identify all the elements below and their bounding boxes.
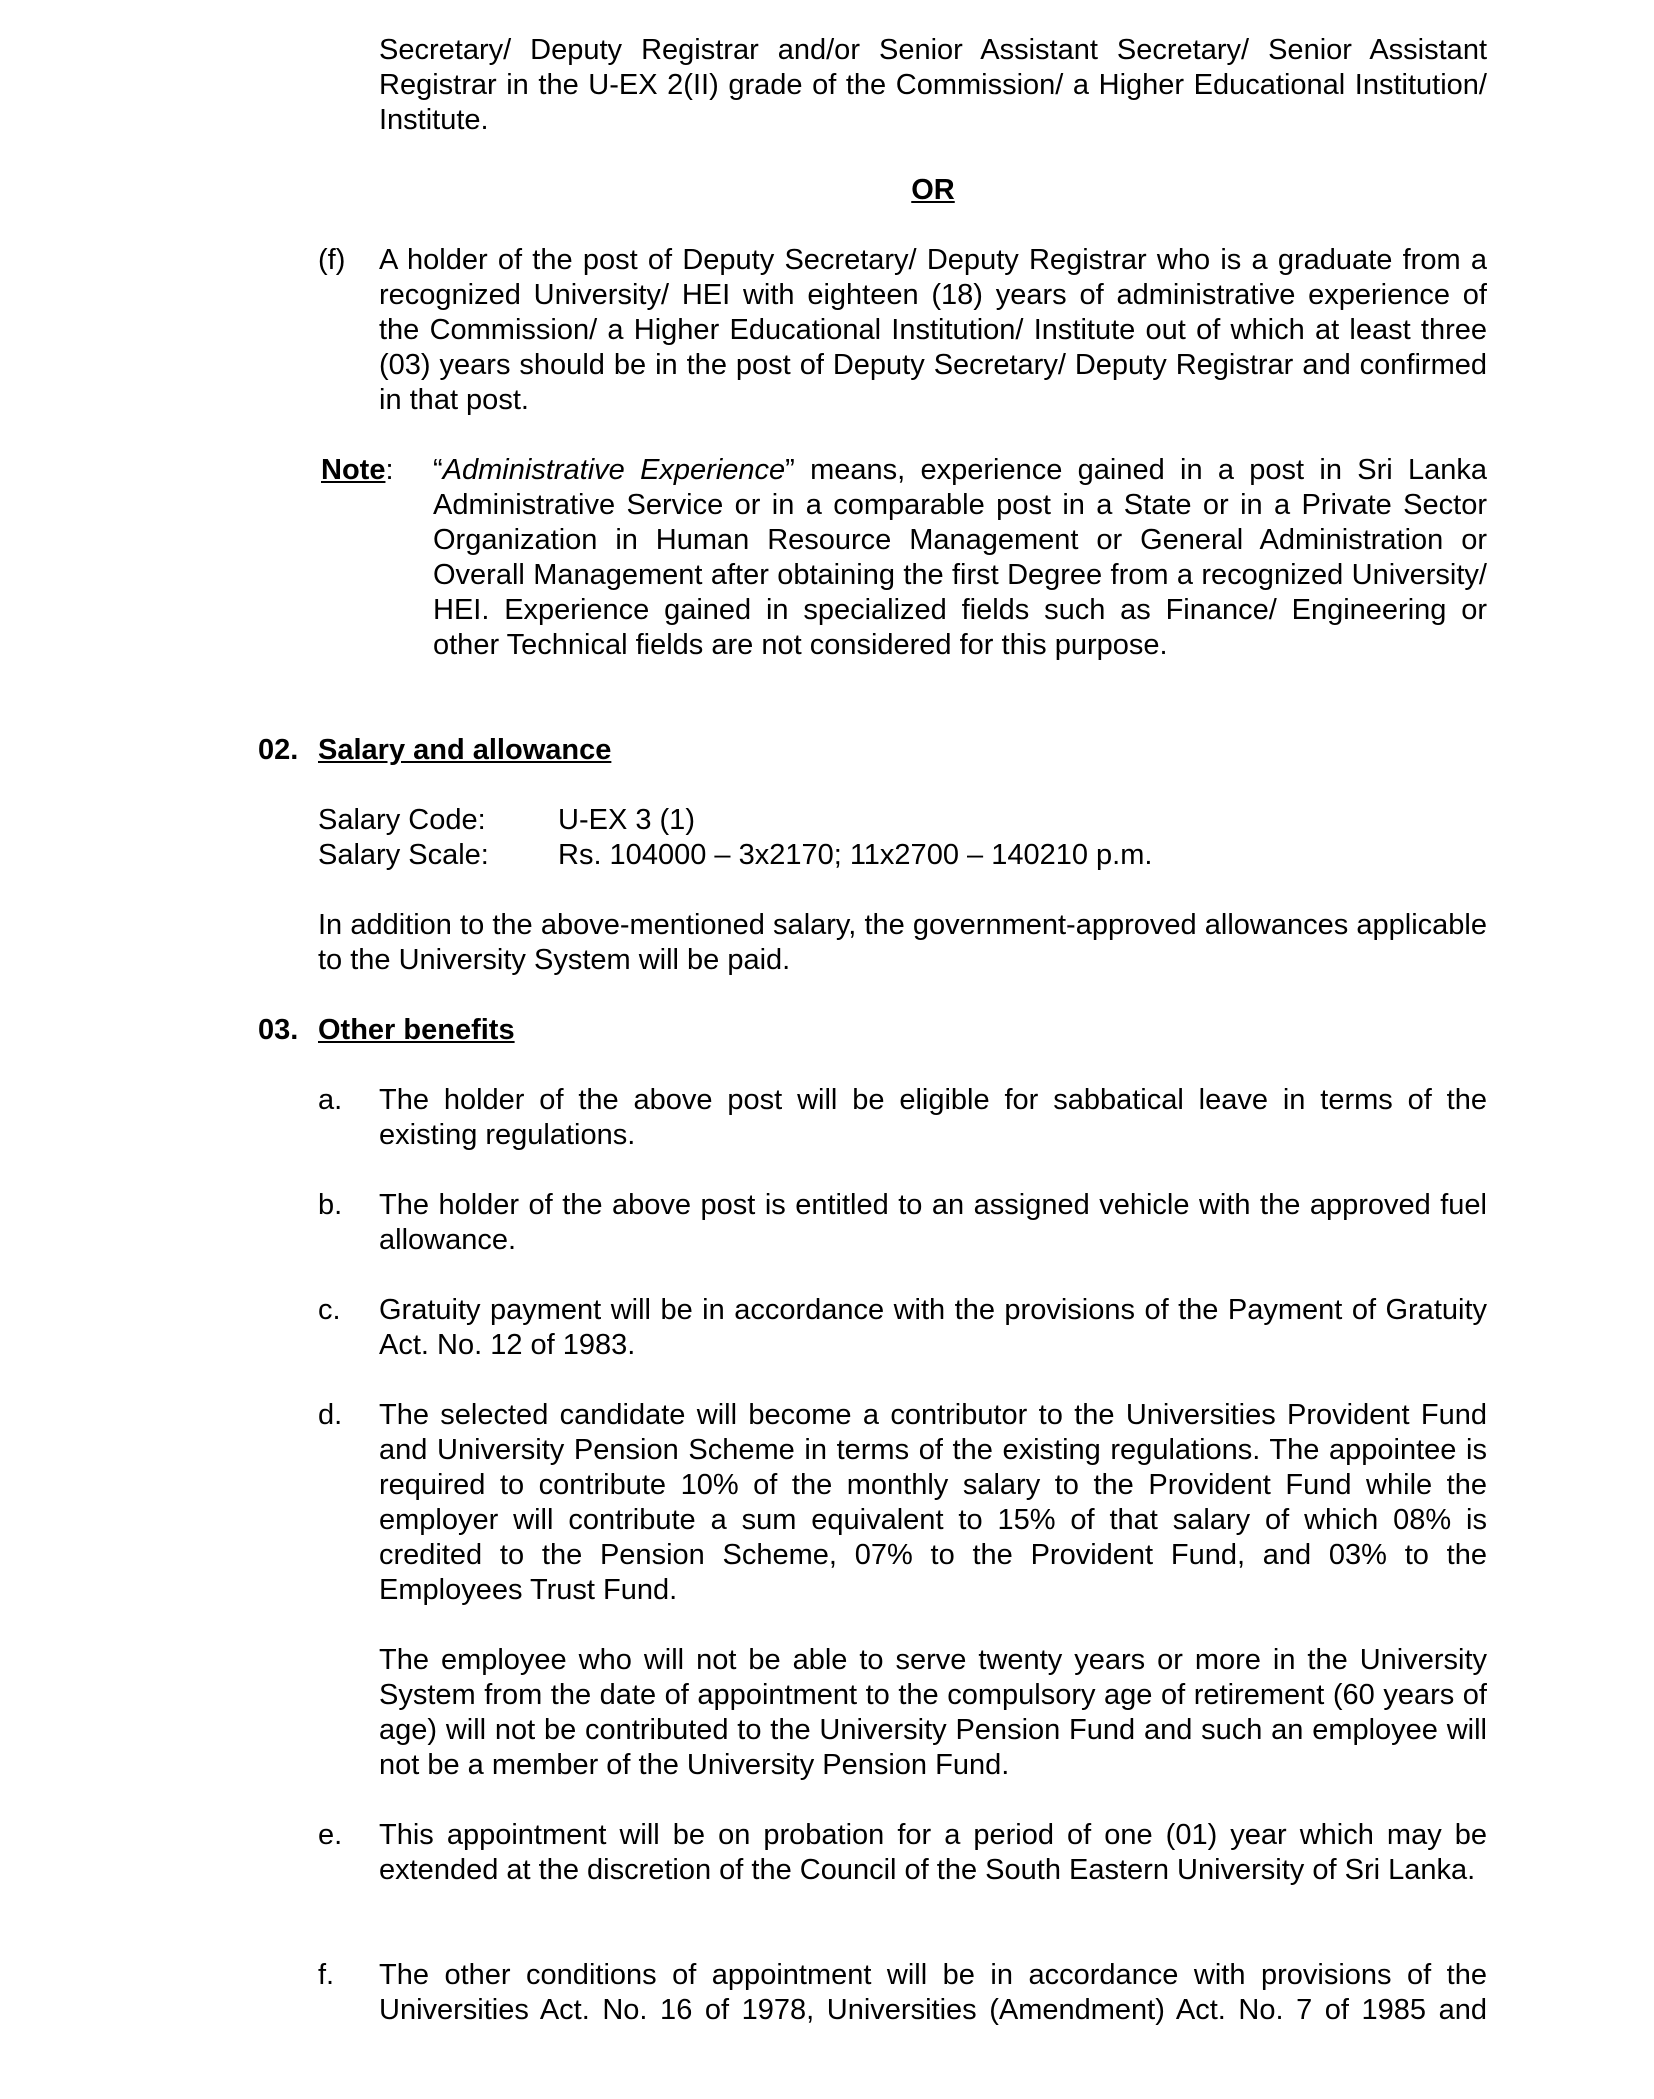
benefit-c-marker: c. — [318, 1294, 341, 1326]
salary-paragraph: In addition to the above-mentioned salary, the government-approved allowances applicable to the University System will be paid. — [318, 909, 1487, 976]
section-2-number: 02. — [258, 734, 299, 766]
benefit-a-marker: a. — [318, 1084, 343, 1116]
clause-f-text: A holder of the post of Deputy Secretary/ Deputy Registrar who is a graduate from a recognized University/ HEI with eighteen (18) years of administrative experience of the Commission/ a Higher Educational Institution/ Institute out of which at least three (03) years should be in the post of Deputy Secretary/ Deputy Registrar and confirmed in that post. — [379, 244, 1487, 416]
clause-f-marker: (f) — [318, 244, 346, 276]
benefit-d-text-2: The employee who will not be able to serve twenty years or more in the University System from the date of appointment to the compulsory age of retirement (60 years of age) will not be contributed to the University Pension Fund and such an employee will not be a member of the University Pension Fund. — [379, 1644, 1487, 1781]
note-colon: : — [385, 454, 394, 486]
benefit-b-text: The holder of the above post is entitled to an assigned vehicle with the approved fuel allowance. — [379, 1189, 1487, 1256]
benefit-c-text: Gratuity payment will be in accordance with the provisions of the Payment of Gratuity Act. No. 12 of 1983. — [379, 1294, 1487, 1361]
section-3-number: 03. — [258, 1014, 299, 1046]
benefit-f-text: The other conditions of appointment will be in accordance with provisions of the Universities Act. No. 16 of 1978, Universities (Amendment) Act. No. 7 of 1985 and — [379, 1959, 1487, 2026]
note-label: Note — [321, 454, 386, 486]
benefit-f-marker: f. — [318, 1959, 335, 1991]
benefit-a-text: The holder of the above post will be eligible for sabbatical leave in terms of the existing regulations. — [379, 1084, 1487, 1151]
salary-code-label: Salary Code: — [318, 804, 486, 836]
or-separator: OR — [911, 174, 955, 206]
salary-scale-value: Rs. 104000 – 3x2170; 11x2700 – 140210 p.m. — [558, 839, 1153, 871]
note-rest: ” means, experience gained in a post in Sri Lanka Administrative Service or in a comparable post in a State or in a Private Sector Organization in Human Resource Management or General Administration or Overall Management after obtaining the first Degree from a recognized University/ HEI. Experience gained in specialized fields such as Finance/ Engineering or other Technical fields are not considered for this purpose. — [433, 454, 1487, 661]
note-text — [433, 453, 1487, 663]
note-open-quote: “ — [433, 454, 443, 486]
intro-paragraph: Secretary/ Deputy Registrar and/or Senior Assistant Secretary/ Senior Assistant Registrar in the U-EX 2(II) grade of the Commission/ a Higher Educational Institution/ Institute. — [379, 34, 1487, 136]
section-2-heading: Salary and allowance — [318, 734, 612, 766]
note-label-group — [321, 453, 394, 488]
benefit-d-text: The selected candidate will become a contributor to the Universities Provident Fund and University Pension Scheme in terms of the existing regulations. The appointee is required to contribute 10% of the monthly salary to the Provident Fund while the employer will contribute a sum equivalent to 15% of that salary of which 08% is credited to the Pension Scheme, 07% to the Provident Fund, and 03% to the Employees Trust Fund. — [379, 1399, 1487, 1606]
salary-scale-label: Salary Scale: — [318, 839, 489, 871]
benefit-d-marker: d. — [318, 1399, 343, 1431]
benefit-b-marker: b. — [318, 1189, 343, 1221]
section-3-heading: Other benefits — [318, 1014, 515, 1046]
benefit-e-text: This appointment will be on probation for a period of one (01) year which may be extended at the discretion of the Council of the South Eastern University of Sri Lanka. — [379, 1819, 1487, 1886]
benefit-e-marker: e. — [318, 1819, 343, 1851]
salary-code-value: U-EX 3 (1) — [558, 804, 695, 836]
note-term: Administrative Experience — [442, 454, 786, 486]
